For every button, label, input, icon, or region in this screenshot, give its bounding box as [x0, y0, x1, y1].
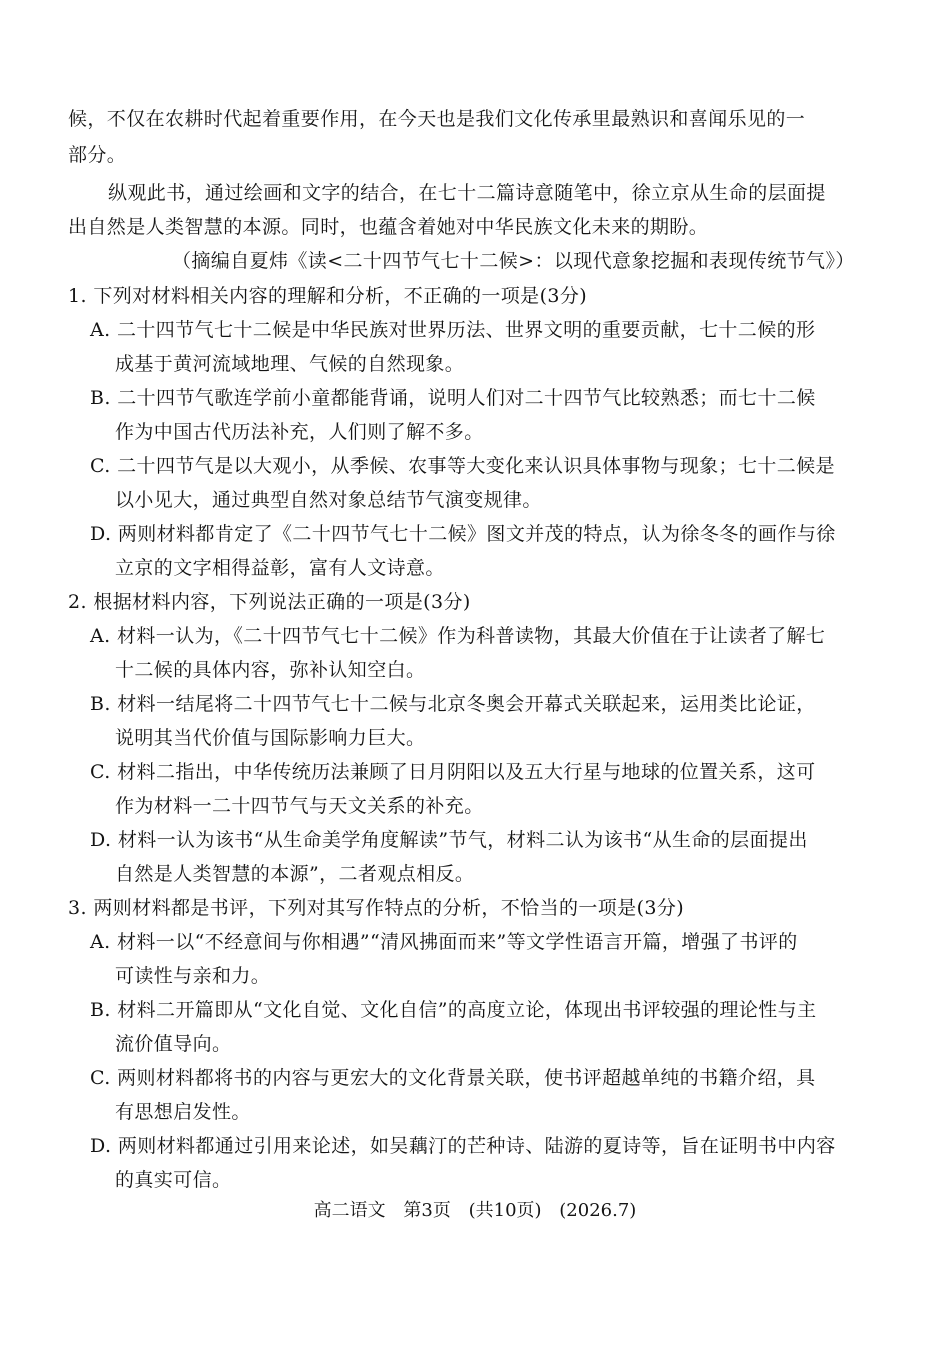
- option-a-cont: 可读性与亲和力。: [115, 965, 271, 987]
- option-b-cont: 说明其当代价值与国际影响力巨大。: [115, 727, 426, 749]
- option-a: A. 材料一以“不经意间与你相遇”“清风拂面而来”等文学性语言开篇，增强了书评的: [90, 931, 798, 953]
- option-b: B. 材料二开篇即从“文化自觉、文化自信”的高度立论，体现出书评较强的理论性与主: [90, 999, 817, 1021]
- option-b: B. 材料一结尾将二十四节气七十二候与北京冬奥会开幕式关联起来，运用类比论证，: [90, 693, 816, 715]
- question-stem: 3. 两则材料都是书评，下列对其写作特点的分析，不恰当的一项是(3分): [68, 897, 685, 919]
- passage-line: 部分。: [68, 144, 127, 166]
- option-c: C. 材料二指出，中华传统历法兼顾了日月阴阳以及五大行星与地球的位置关系，这可: [90, 761, 816, 783]
- passage-line: 出自然是人类智慧的本源。同时，也蕴含着她对中华民族文化未来的期盼。: [68, 216, 709, 238]
- option-d: D. 材料一认为该书“从生命美学角度解读”节气，材料二认为该书“从生命的层面提出: [90, 829, 808, 851]
- option-a-cont: 十二候的具体内容，弥补认知空白。: [115, 659, 426, 681]
- option-a: A. 材料一认为，《二十四节气七十二候》作为科普读物，其最大价值在于让读者了解七: [90, 625, 826, 647]
- option-a: A. 二十四节气七十二候是中华民族对世界历法、世界文明的重要贡献，七十二候的形: [90, 319, 816, 341]
- option-b-cont: 流价值导向。: [115, 1033, 232, 1055]
- passage-line: 候，不仅在农耕时代起着重要作用，在今天也是我们文化传承里最熟识和喜闻乐见的一: [68, 108, 806, 130]
- option-c-cont: 作为材料一二十四节气与天文关系的补充。: [115, 795, 484, 817]
- option-a-cont: 成基于黄河流域地理、气候的自然现象。: [115, 353, 465, 375]
- option-b-cont: 作为中国古代历法补充，人们则了解不多。: [115, 421, 484, 443]
- option-d-cont: 自然是人类智慧的本源”，二者观点相反。: [115, 863, 475, 885]
- footer-total-pages: (共10页): [468, 1200, 542, 1221]
- option-c: C. 两则材料都将书的内容与更宏大的文化背景关联，使书评超越单纯的书籍介绍，具: [90, 1067, 816, 1089]
- option-c-cont: 以小见大，通过典型自然对象总结节气演变规律。: [115, 489, 542, 511]
- option-b: B. 二十四节气歌连学前小童都能背诵，说明人们对二十四节气比较熟悉；而七十二候: [90, 387, 816, 409]
- page-footer: [0, 1198, 950, 1224]
- option-d: D. 两则材料都肯定了《二十四节气七十二候》图文并茂的特点，认为徐冬冬的画作与徐: [90, 523, 836, 545]
- question-stem: 2. 根据材料内容，下列说法正确的一项是(3分): [68, 591, 471, 613]
- option-d-cont: 立京的文字相得益彰，富有人文诗意。: [115, 557, 445, 579]
- option-d-cont: 的真实可信。: [115, 1169, 232, 1191]
- footer-subject: 高二语文: [313, 1200, 386, 1221]
- footer-date: (2026.7): [559, 1200, 637, 1221]
- option-d: D. 两则材料都通过引用来论述，如吴藕汀的芒种诗、陆游的夏诗等，旨在证明书中内容: [90, 1135, 836, 1157]
- footer-page-number: 第3页: [403, 1200, 451, 1221]
- question-stem: 1. 下列对材料相关内容的理解和分析，不正确的一项是(3分): [68, 285, 588, 307]
- option-c: C. 二十四节气是以大观小，从季候、农事等大变化来认识具体事物与现象；七十二候是: [90, 455, 835, 477]
- option-c-cont: 有思想启发性。: [115, 1101, 251, 1123]
- passage-line: 纵观此书，通过绘画和文字的结合，在七十二篇诗意随笔中，徐立京从生命的层面提: [108, 182, 826, 204]
- passage-source: （摘编自夏炜《读<二十四节气七十二候>：以现代意象挖掘和表现传统节气》）: [172, 250, 855, 272]
